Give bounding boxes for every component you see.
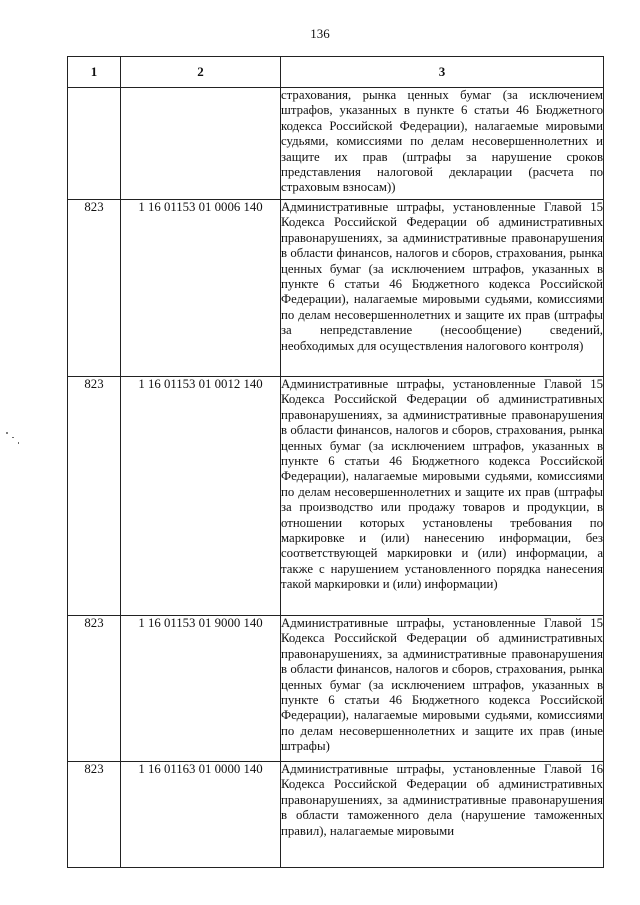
table-row bbox=[68, 762, 604, 868]
table-row bbox=[68, 88, 604, 200]
admin-code-cell bbox=[68, 88, 121, 200]
admin-code-cell: 823 bbox=[68, 200, 121, 377]
budget-code-cell: 1 16 01153 01 0012 140 bbox=[121, 377, 281, 616]
scan-speck bbox=[6, 432, 8, 434]
description-cell: Административные штрафы, установленные Главой 16 Кодекса Российской Федерации об административных правонарушениях, за административные правонарушения в области таможенного дела (нарушение таможенных правил), налагаемые мировыми bbox=[281, 762, 604, 868]
budget-code-cell: 1 16 01153 01 0006 140 bbox=[121, 200, 281, 377]
table-row bbox=[68, 377, 604, 616]
admin-code-cell: 823 bbox=[68, 762, 121, 868]
budget-code-cell: 1 16 01163 01 0000 140 bbox=[121, 762, 281, 868]
table-header-row bbox=[68, 57, 604, 88]
description-cell: Административные штрафы, установленные Главой 15 Кодекса Российской Федерации об административных правонарушениях, за административные правонарушения в области финансов, налогов и сборов, страхования, рынка ценных бумаг (за исключением штрафов, указанных в пункте 6 статьи 46 Бюджетного кодекса Российской Федерации), налагаемые мировыми судьями, комиссиями по делам несовершеннолетних и защите их прав (иные штрафы) bbox=[281, 616, 604, 762]
admin-code-cell: 823 bbox=[68, 377, 121, 616]
admin-code-cell: 823 bbox=[68, 616, 121, 762]
header-col-1: 1 bbox=[68, 57, 121, 88]
budget-code-cell: 1 16 01153 01 9000 140 bbox=[121, 616, 281, 762]
budget-code-table bbox=[67, 56, 604, 868]
table-row bbox=[68, 200, 604, 377]
budget-code-cell bbox=[121, 88, 281, 200]
header-col-3: 3 bbox=[281, 57, 604, 88]
table-row bbox=[68, 616, 604, 762]
description-cell: Административные штрафы, установленные Главой 15 Кодекса Российской Федерации об административных правонарушениях, за административные правонарушения в области финансов, налогов и сборов, страхования, рынка ценных бумаг (за исключением штрафов, указанных в пункте 6 статьи 46 Бюджетного кодекса Российской Федерации), налагаемые мировыми судьями, комиссиями по делам несовершеннолетних и защите их прав (штрафы за производство или продажу товаров и продукции, в отношении которых установлены требования по маркировке и (или) нанесению информации, без соответствующей маркировки и (или) информации, а также с нарушением установленного порядка нанесения такой маркировки и (или) информации) bbox=[281, 377, 604, 616]
header-col-2: 2 bbox=[121, 57, 281, 88]
scan-speck bbox=[12, 437, 14, 438]
description-cell: Административные штрафы, установленные Главой 15 Кодекса Российской Федерации об административных правонарушениях, за административные правонарушения в области финансов, налогов и сборов, страхования, рынка ценных бумаг (за исключением штрафов, указанных в пункте 6 статьи 46 Бюджетного кодекса Российской Федерации), налагаемые мировыми судьями, комиссиями по делам несовершеннолетних и защите их прав (штрафы за непредставление (несообщение) сведений, необходимых для осуществления налогового контроля) bbox=[281, 200, 604, 377]
scan-speck bbox=[18, 442, 19, 444]
page-number: 136 bbox=[310, 26, 330, 41]
description-cell: страхования, рынка ценных бумаг (за исключением штрафов, указанных в пункте 6 статьи 46 Бюджетного кодекса Российской Федерации), налагаемые мировыми судьями, комиссиями по делам несовершеннолетних и защите их прав (штрафы за нарушение сроков представления налоговой декларации (расчета по страховым взносам)) bbox=[281, 88, 604, 200]
